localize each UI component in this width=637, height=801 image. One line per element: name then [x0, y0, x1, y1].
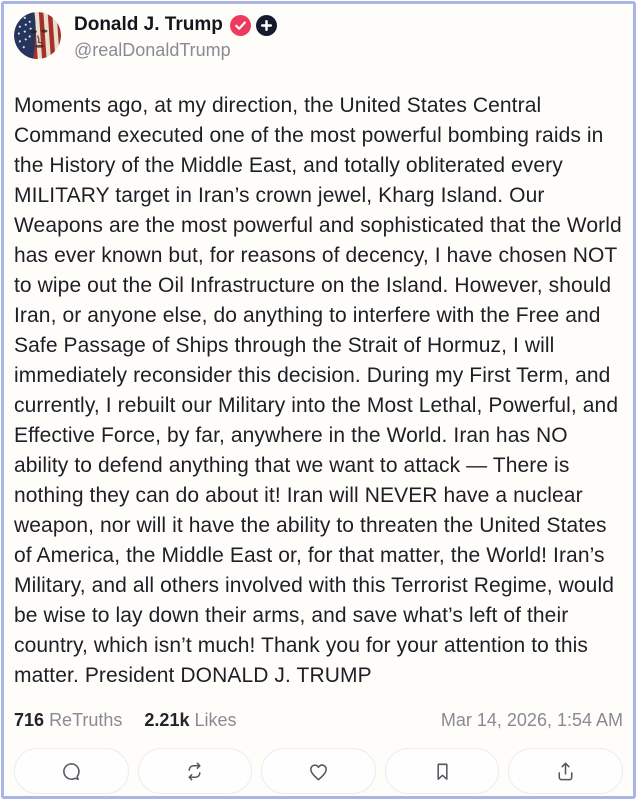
- heart-icon: [307, 760, 330, 783]
- actions-row: [14, 748, 623, 794]
- retruth-button[interactable]: [138, 748, 253, 794]
- name-row: [74, 14, 277, 36]
- bookmark-icon: [431, 760, 454, 783]
- author-block: [74, 12, 277, 61]
- retruth-icon: [183, 760, 206, 783]
- flag-face-avatar-image: [14, 12, 61, 59]
- share-button[interactable]: [508, 748, 623, 794]
- author-handle[interactable]: @realDonaldTrump: [74, 40, 231, 60]
- plus-icon: [260, 19, 273, 32]
- post-card: [1, 1, 636, 799]
- like-button[interactable]: [261, 748, 376, 794]
- retruths-label: ReTruths: [49, 710, 123, 730]
- check-icon: [234, 19, 247, 32]
- timestamp: Mar 14, 2026, 1:54 AM: [440, 710, 623, 730]
- avatar[interactable]: [14, 12, 61, 59]
- bookmark-button[interactable]: [385, 748, 500, 794]
- comment-button[interactable]: [14, 748, 129, 794]
- likes-count: 2.21k: [144, 710, 190, 730]
- share-icon: [554, 760, 577, 783]
- retruths-stat[interactable]: [14, 710, 122, 731]
- retruths-count: 716: [14, 710, 45, 730]
- stats-left: [14, 710, 237, 731]
- likes-stat[interactable]: [144, 710, 236, 731]
- post-body: Moments ago, at my direction, the United States Central Command executed one of the most powerful bombing raids in the History of the Middle East, and totally obliterated every MILITARY target in Iran’s crown jewel, Kharg Island. Our Weapons are the most powerful and sophisticated that the World has ever known but, for reasons of decency, I have chosen NOT to wipe out the Oil Infrastructure on the Island. However, should Iran, or anyone else, do anything to interfere with the Free and Safe Passage of Ships through the Strait of Hormuz, I will immediately reconsider this decision. During my First Term, and currently, I rebuilt our Military into the Most Lethal, Powerful, and Effective Force, by far, anywhere in the World. Iran has NO ability to defend anything that we want to attack — There is nothing they can do about it! Iran will NEVER have a nuclear weapon, nor will it have the ability to threaten the United States of America, the Middle East or, for that matter, the World! Iran’s Military, and all others involved with this Terrorist Regime, would be wise to lay down their arms, and save what’s left of their country, which isn’t much! Thank you for your attention to this matter. President DONALD J. TRUMP: [14, 94, 622, 687]
- author-display-name[interactable]: Donald J. Trump: [74, 14, 223, 35]
- comment-icon: [60, 760, 83, 783]
- verified-badge: [230, 15, 251, 36]
- likes-label: Likes: [194, 710, 237, 730]
- plus-badge: [256, 15, 277, 36]
- stats-row: [14, 710, 623, 731]
- post-header: [14, 12, 623, 61]
